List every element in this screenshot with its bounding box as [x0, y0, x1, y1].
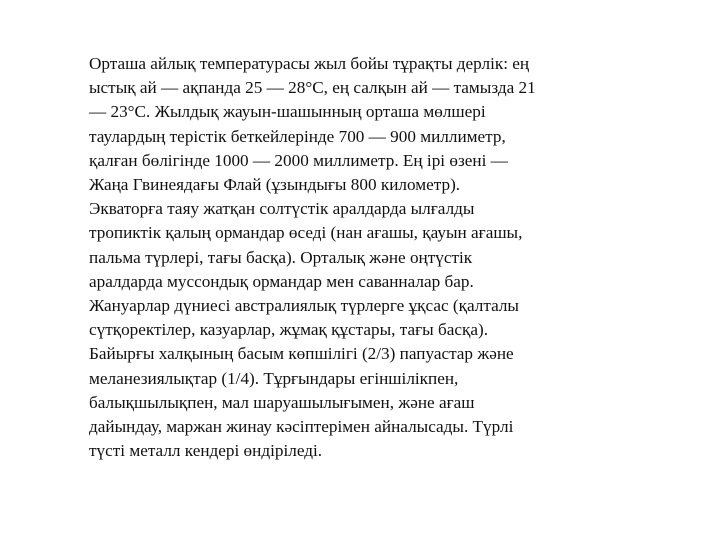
text-line: сүтқоректілер, казуарлар, жұмақ құстары, тағы басқа). — [89, 320, 489, 340]
text-line: таулардың терістік беткейлерінде 700 — 900 миллиметр, — [89, 126, 506, 146]
text-line: Жаңа Гвинеядағы Флай (ұзындығы 800 километр). — [89, 175, 461, 195]
text-line: дайындау, маржан жинау кәсіптерімен айналысады. Түрлі — [89, 417, 514, 437]
text-line: Жануарлар дүниесі австралиялық түрлерге ұқсас (қалталы — [89, 296, 519, 316]
text-line: пальма түрлері, тағы басқа). Орталық және оңтүстік — [89, 247, 473, 267]
text-line: Орташа айлық температурасы жыл бойы тұрақты дерлік: ең — [89, 54, 530, 73]
text-line: ыстық ай — ақпанда 25 — 28°С, ең салқын ай — тамызда 21 — [89, 78, 536, 98]
text-line: түсті металл кендері өндіріледі. — [89, 441, 323, 461]
text-line: қалған бөлігінде 1000 — 2000 миллиметр. Ең ірі өзені — — [89, 150, 508, 170]
text-line: тропиктік қалың ормандар өседі (нан ағашы, қауын ағашы, — [89, 223, 523, 243]
text-line: меланезиялықтар (1/4). Тұрғындары егіншілікпен, — [89, 368, 459, 388]
text-line: балықшылықпен, мал шаруашылығымен, және ағаш — [89, 392, 475, 412]
body-text — [89, 52, 629, 463]
text-line: аралдарда муссондық ормандар мен саванналар бар. — [89, 271, 474, 291]
text-line: Байырғы халқының басым көпшілігі (2/3) папуастар және — [89, 344, 514, 364]
text-line: Экваторға таяу жатқан солтүстік аралдарда ылғалды — [89, 199, 475, 219]
text-line: — 23°С. Жылдық жауын-шашынның орташа мөлшері — [89, 102, 486, 122]
